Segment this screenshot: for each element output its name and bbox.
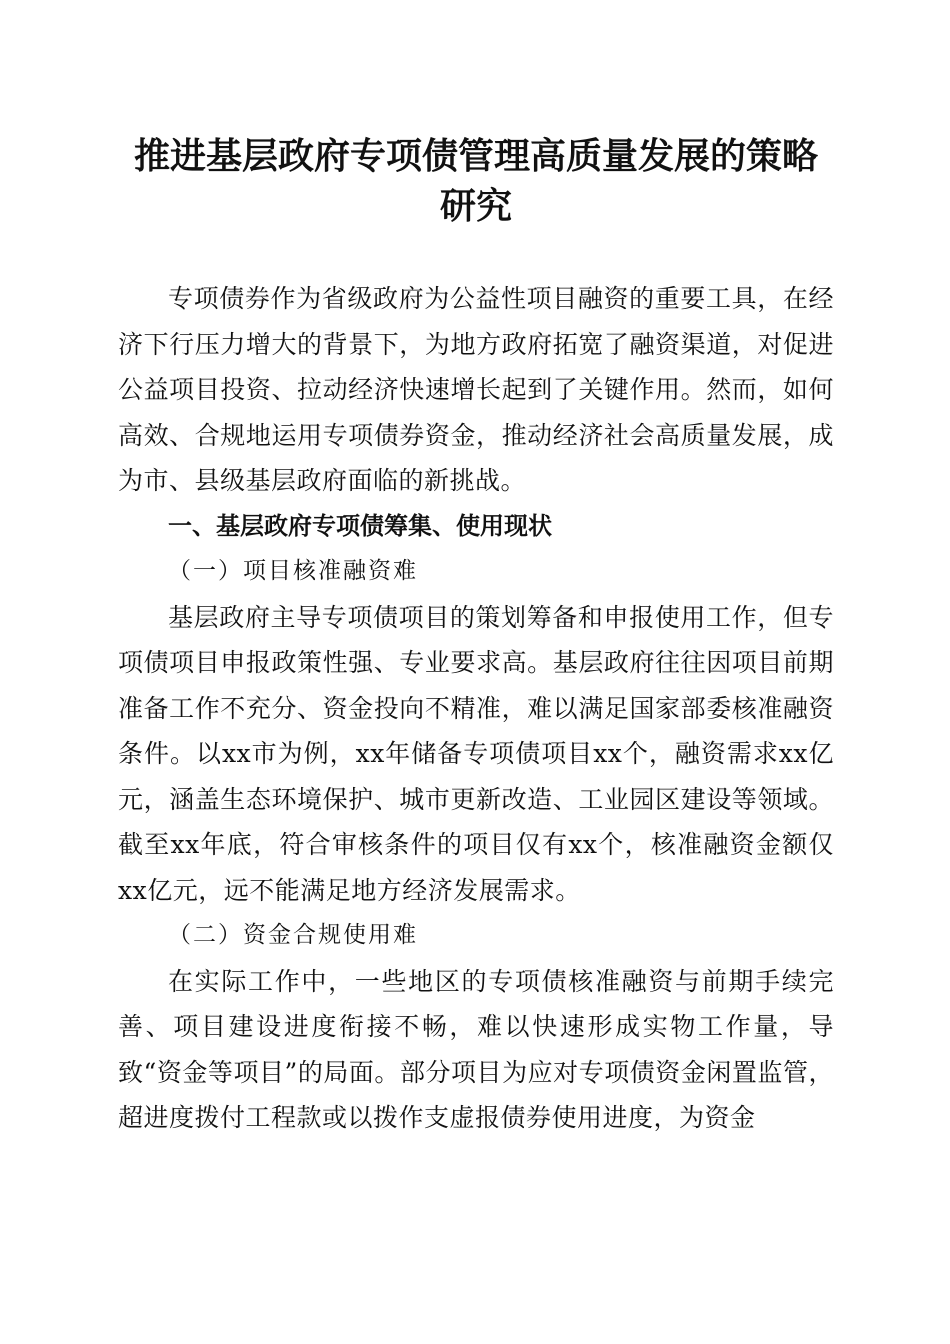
subsection-heading-2: （二）资金合规使用难: [168, 922, 418, 948]
section-heading: 一、基层政府专项债筹集、使用现状: [168, 511, 552, 540]
subsection-paragraph-1: 基层政府主导专项债项目的策划筹备和申报使用工作，但专项债项目申报政策性强、专业要求高。基层政府往往因项目前期准备工作不充分、资金投向不精准，难以满足国家部委核准融资条件。以xx市为例，xx年储备专项债项目xx个，融资需求xx亿元，涵盖生态环境保护、城市更新改造、工业园区建设等领域。截至xx年底，符合审核条件的项目仅有xx个，核准融资金额仅xx亿元，远不能满足地方经济发展需求。: [118, 602, 834, 905]
subsection-heading-1: （一）项目核准融资难: [168, 558, 418, 584]
intro-paragraph: 专项债券作为省级政府为公益性项目融资的重要工具，在经济下行压力增大的背景下，为地方政府拓宽了融资渠道，对促进公益项目投资、拉动经济快速增长起到了关键作用。然而，如何高效、合规地运用专项债券资金，推动经济社会高质量发展，成为市、县级基层政府面临的新挑战。: [118, 284, 834, 495]
document-title: 推进基层政府专项债管理高质量发展的策略研究: [133, 136, 818, 227]
document-body: [118, 276, 834, 1141]
subsection-paragraph-2: 在实际工作中，一些地区的专项债核准融资与前期手续完善、项目建设进度衔接不畅，难以快速形成实物工作量，导致“资金等项目”的局面。部分项目为应对专项债资金闲置监管，超进度拨付工程款或以拨作支虚报债券使用进度，为资金: [118, 966, 834, 1132]
